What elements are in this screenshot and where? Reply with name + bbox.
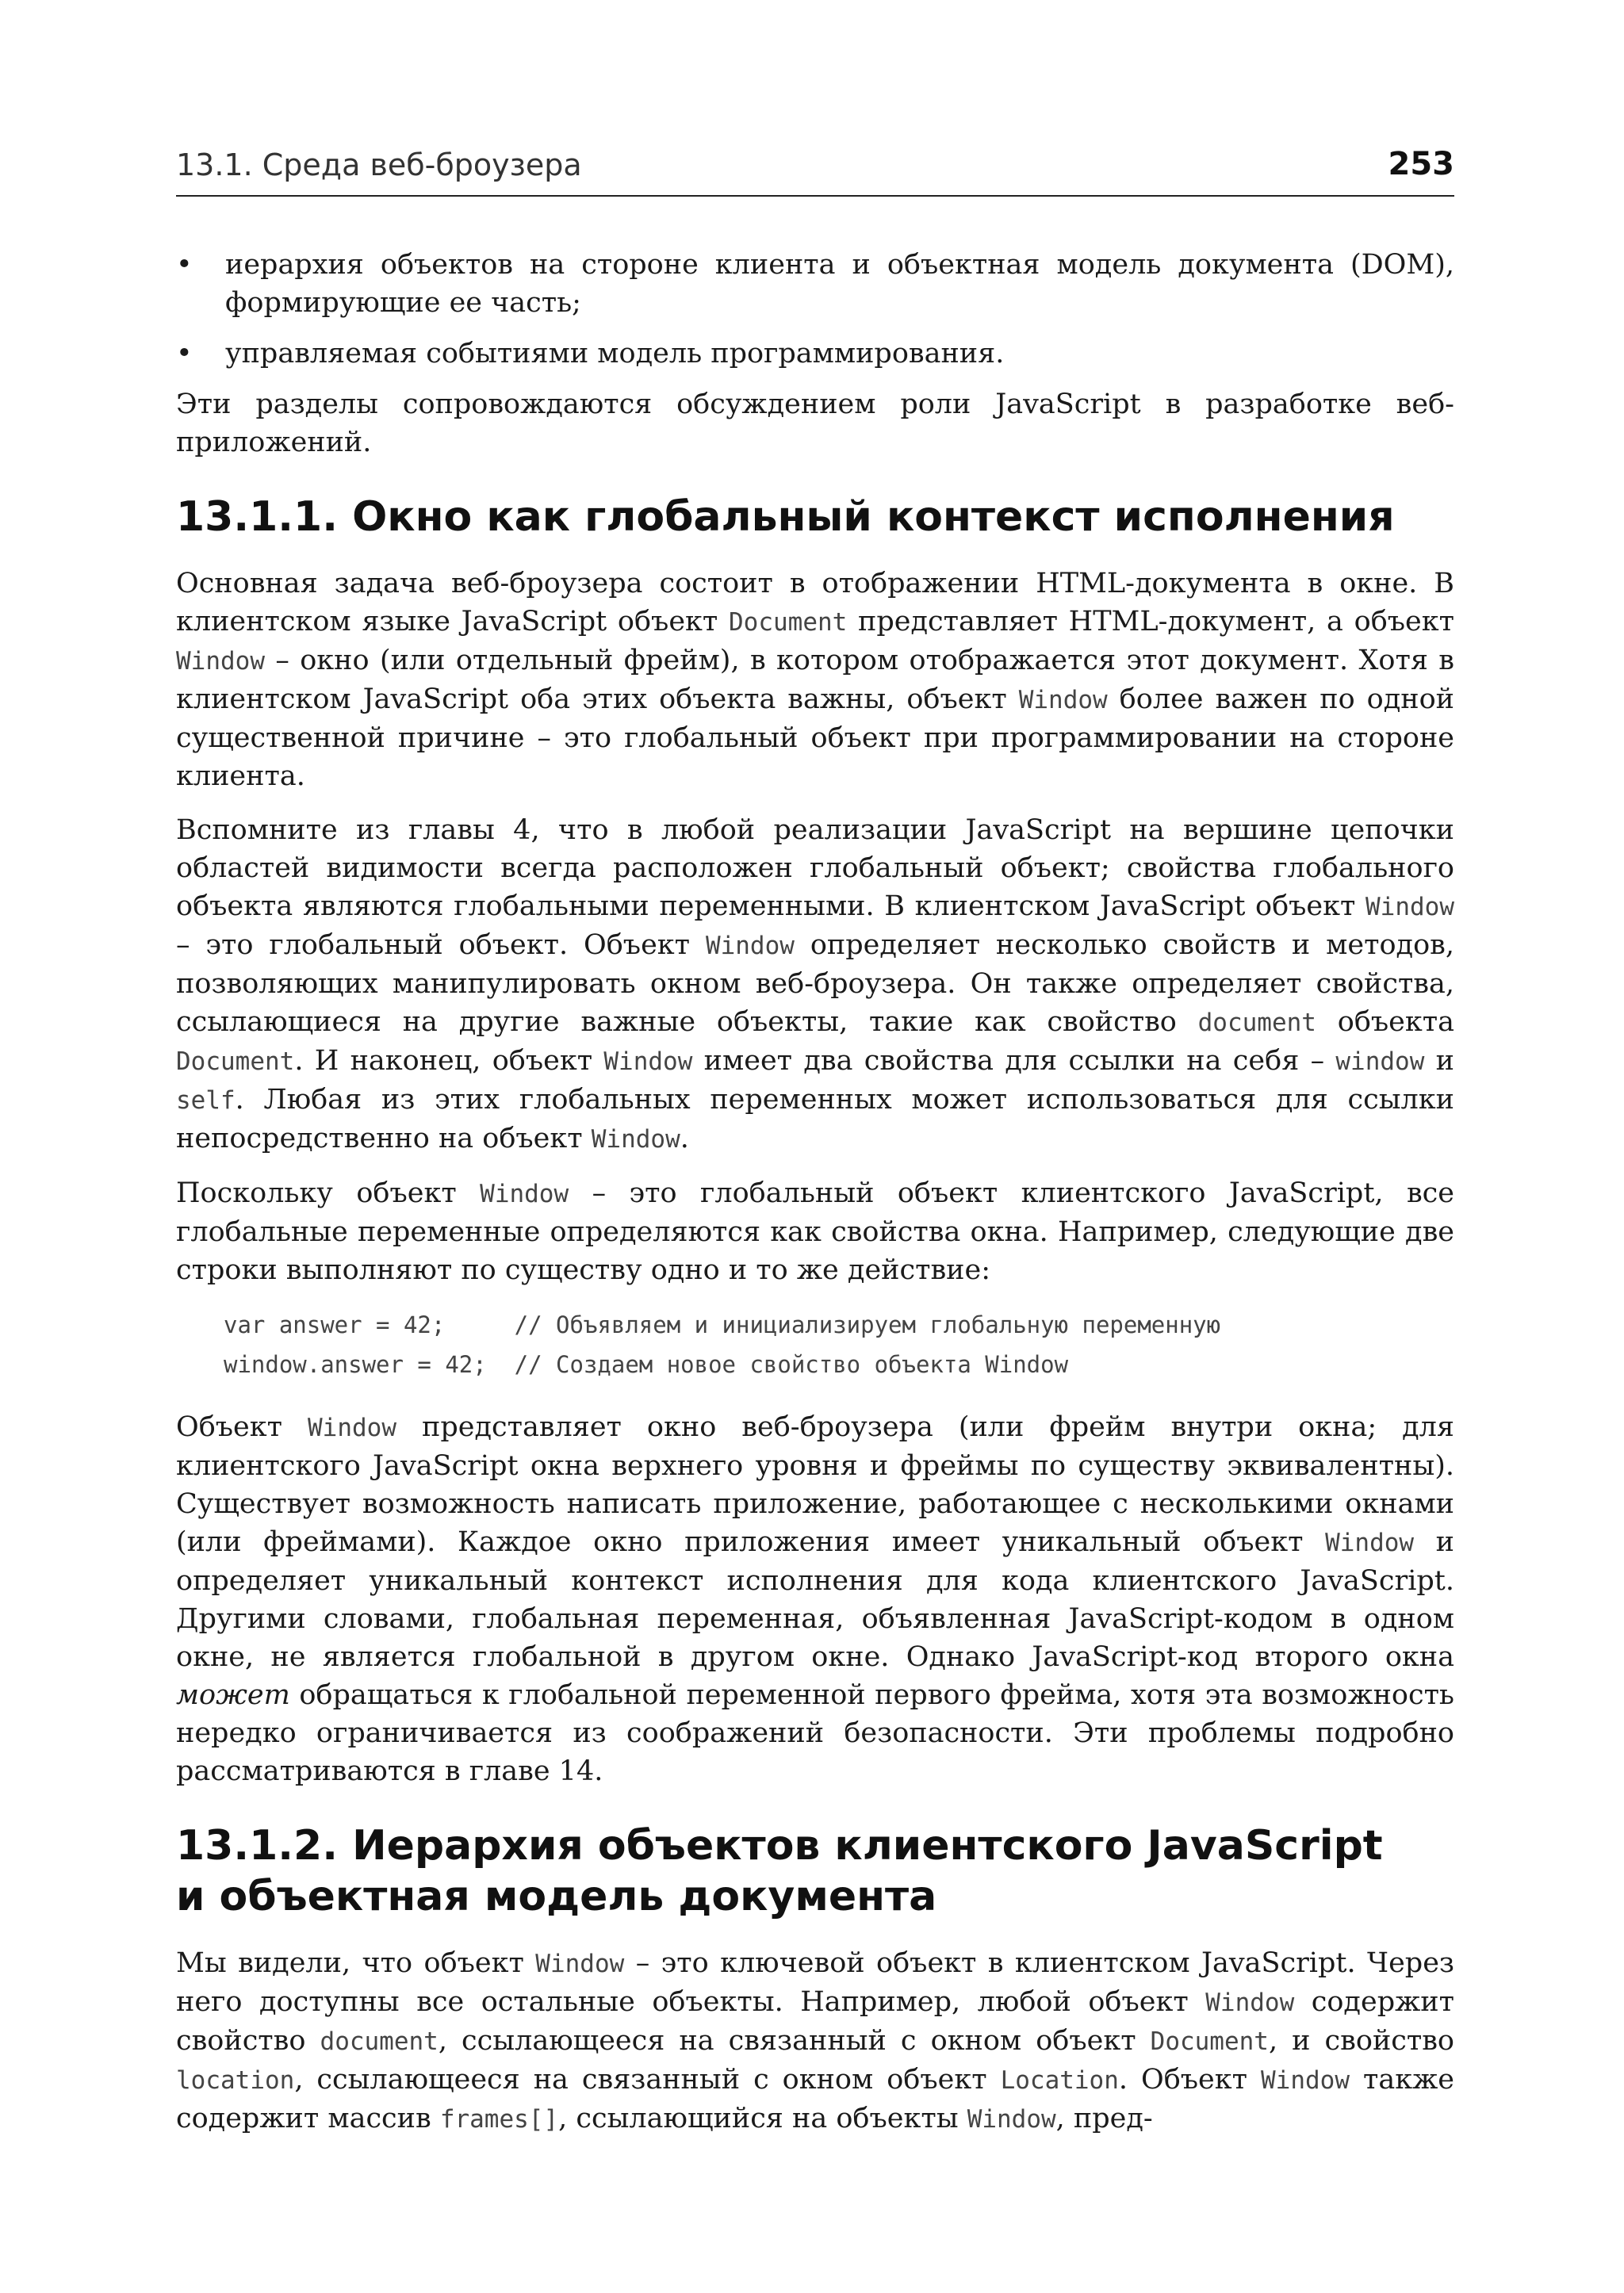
inline-code: Window (1325, 1529, 1415, 1557)
inline-code: Location (1000, 2066, 1119, 2095)
inline-code: Window (1205, 1989, 1295, 2017)
paragraph (176, 1408, 1454, 1790)
inline-code: location (176, 2066, 295, 2095)
text-run: Основная задача веб-броузера состоит в отображении HTML-документа в окне. В клиентском языке JavaScript объект (176, 568, 1454, 637)
text-run: обращаться к глобальной переменной первого фрейма, хотя эта возможность нередко ограничивается из соображений безопасности. Эти проблемы подробно рассматриваются в главе 14. (176, 1679, 1454, 1787)
bullet-icon: • (176, 249, 193, 281)
bullet-list (176, 246, 1454, 373)
page-body (176, 246, 1454, 2154)
inline-code: Window (967, 2105, 1056, 2134)
text-run: . (680, 1123, 689, 1154)
text-run: Объект (176, 1411, 308, 1443)
text-run: содержит свойство (176, 1986, 1454, 2057)
paragraph (176, 1944, 1454, 2138)
inline-code: Document (1150, 2027, 1269, 2056)
text-run: представляет окно веб-броузера (или фрейм внутри окна; для клиентского JavaScript окна верхнего уровня и фреймы по существу эквивалентны). Существует возможность написать приложение, работающее с несколькими окнами (или фреймами). Каждое окно приложения имеет уникальный объект (176, 1411, 1454, 1558)
inline-code: Window (1365, 893, 1454, 921)
text-run: Мы видели, что объект (176, 1947, 536, 1979)
section-heading-2 (176, 1820, 1454, 1922)
text-run: имеет два свойства для ссылки на себя – (692, 1045, 1336, 1077)
text-run: представляет HTML-документ, а объект (847, 606, 1454, 637)
text-run: определяет несколько свойств и методов, позволяющих манипулировать окном веб-броузера. Он также определяет свойства, ссылающиеся на другие важные объекты, такие как свойство (176, 929, 1454, 1038)
section-heading-2-line2: и объектная модель документа (176, 1873, 937, 1920)
inline-code: frames[] (439, 2105, 559, 2134)
text-run: и определяет уникальный контекст исполнения для кода клиентского JavaScript. Другими словами, глобальная переменная, объявленная JavaScript-кодом в одном окне, не является глобальной в другом окне. Однако JavaScript-код второго окна (176, 1526, 1455, 1673)
text-run: , ссылающееся на связанный с окном объект (294, 2064, 1001, 2096)
paragraph (176, 811, 1454, 1158)
inline-code: Window (1261, 2066, 1350, 2095)
inline-code: Window (176, 647, 265, 676)
text-run: более важен по одной существенной причине – это глобальный объект при программировании на стороне клиента. (176, 683, 1454, 792)
inline-code: Window (480, 1180, 569, 1208)
inline-code: Window (603, 1047, 693, 1076)
intro-paragraph: Эти разделы сопровождаются обсуждением роли JavaScript в разработке веб-приложений. (176, 389, 1454, 458)
text-run: . Любая из этих глобальных переменных может использоваться для ссылки непосредственно на объект (176, 1084, 1454, 1154)
code-line: window.answer = 42; // Создаем новое свойство объекта Window (224, 1351, 1069, 1378)
text-run: , и свойство (1268, 2025, 1455, 2057)
inline-code: document (1197, 1009, 1316, 1037)
text-run: , пред- (1055, 2103, 1153, 2134)
running-header (176, 147, 1454, 197)
section-heading-1: 13.1.1. Окно как глобальный контекст исполнения (176, 493, 1395, 541)
paragraph (176, 565, 1454, 795)
list-item-text: иерархия объектов на стороне клиента и объектная модель документа (DOM), формирующие ее часть; (225, 249, 1454, 319)
inline-code: Window (705, 932, 795, 960)
list-item-text: управляемая событиями модель программирования. (225, 338, 1005, 369)
paragraph (176, 1174, 1454, 1289)
inline-code: Window (1018, 686, 1108, 714)
text-run: . И наконец, объект (294, 1045, 604, 1077)
page-number: 253 (1388, 146, 1454, 182)
inline-code: document (320, 2027, 439, 2056)
bullet-icon: • (176, 338, 193, 369)
text-run: – это глобальный объект. Объект (176, 929, 706, 961)
code-line: var answer = 42; // Объявляем и инициализируем глобальную переменную (224, 1311, 1221, 1338)
text-run: – это ключевой объект в клиентском JavaScript. Через него доступны все остальные объекты. Например, любой объект (176, 1947, 1454, 2018)
inline-code: Window (535, 1950, 625, 1978)
inline-code: window (1335, 1047, 1425, 1076)
inline-code: Window (591, 1125, 680, 1154)
inline-code: Window (308, 1414, 396, 1442)
inline-code: self (176, 1086, 236, 1115)
text-run: , ссылающийся на объекты (558, 2103, 967, 2134)
text-run: Вспомните из главы 4, что в любой реализации JavaScript на вершине цепочки областей видимости всегда расположен глобальный объект; свойства глобального объекта являются глобальными переменными. В клиентском JavaScript объект (176, 814, 1454, 922)
inline-code: Document (729, 608, 848, 637)
code-block (224, 1305, 1454, 1384)
text-run: и (1424, 1045, 1455, 1077)
list-item (176, 335, 1454, 373)
text-run: . Объект (1118, 2064, 1261, 2096)
list-item (176, 246, 1454, 322)
text-run: , ссылающееся на связанный с окном объект (438, 2025, 1151, 2057)
text-run: – окно (или отдельный фрейм), в котором отображается этот документ. Хотя в клиентском JavaScript оба этих объекта важны, объект (176, 645, 1454, 715)
text-run: также содержит массив (176, 2064, 1454, 2134)
text-run: объекта (1316, 1006, 1454, 1038)
text-run: Поскольку объект (176, 1177, 481, 1209)
text-run: – это глобальный объект клиентского JavaScript, все глобальные переменные определяются как свойства окна. Например, следующие две строки выполняют по существу одно и то же действие: (176, 1177, 1454, 1286)
inline-code: Document (176, 1047, 295, 1076)
running-title: 13.1. Среда веб-броузера (176, 147, 582, 182)
section-heading-2-line1: 13.1.2. Иерархия объектов клиентского JavaScript (176, 1822, 1383, 1870)
emphasis-text: может (176, 1679, 290, 1711)
